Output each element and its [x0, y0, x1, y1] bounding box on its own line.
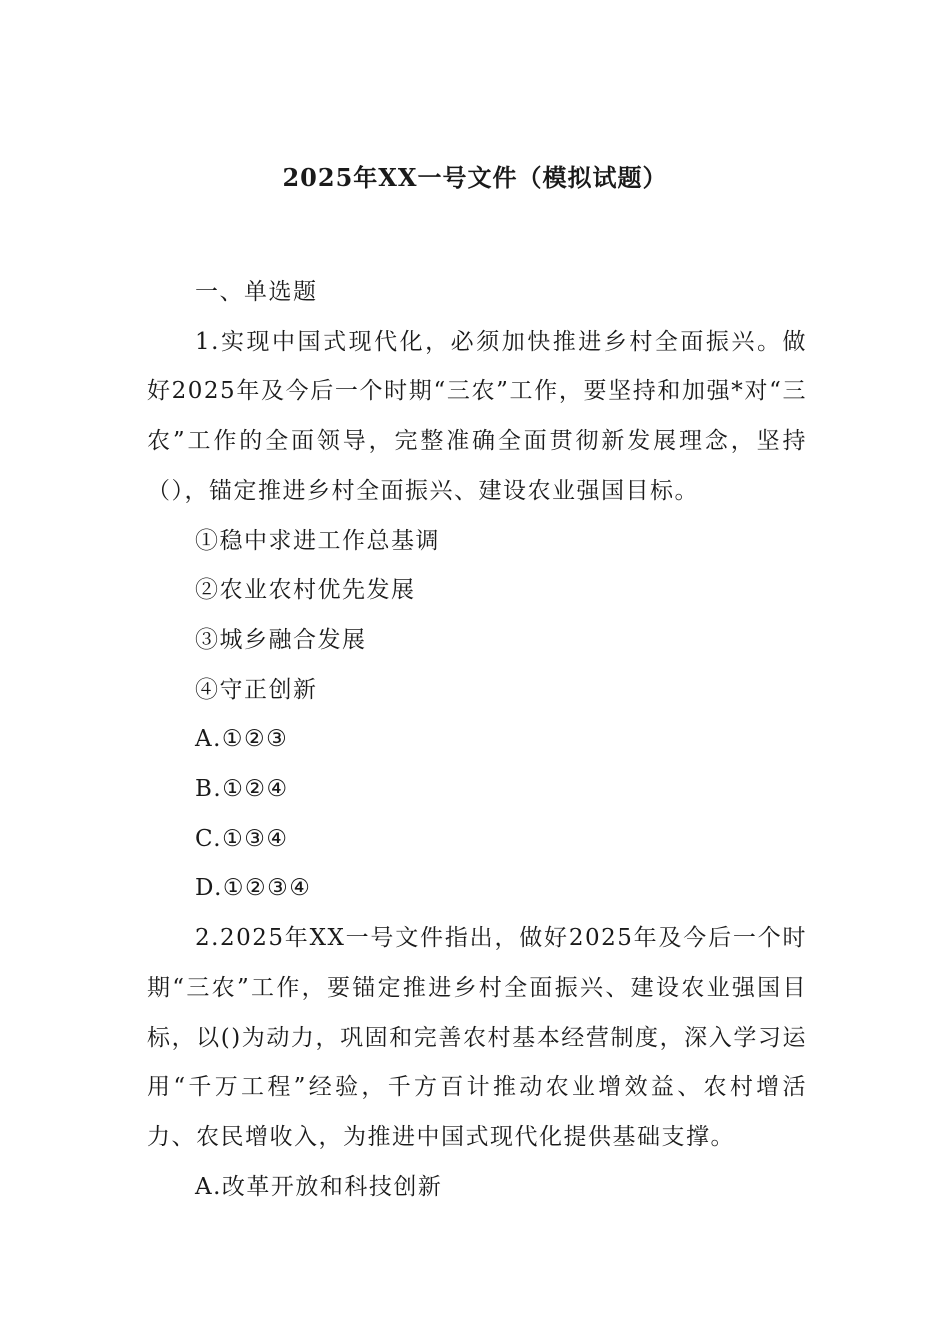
question-stem: 2.2025年XX一号文件指出，做好2025年及今后一个时期“三农”工作，要锚定推进乡村全面振兴、建设农业强国目标，以()为动力，巩固和完善农村基本经营制度，深入学习运用“千万工程”经验，千方百计推动农业增效益、农村增活力、农民增收入，为推进中国式现代化提供基础支撑。: [147, 925, 807, 1150]
answer-option: D.①②③④: [195, 875, 312, 902]
answer-option: A.①②③: [195, 726, 289, 753]
answer-option: B.①②④: [195, 776, 289, 803]
question-statement: ①稳中求进工作总基调: [195, 527, 440, 554]
document-title: 2025年XX一号文件（模拟试题）: [282, 163, 668, 192]
answer-option: C.①③④: [195, 825, 289, 852]
document-body: [147, 268, 807, 1212]
answer-option: A.改革开放和科技创新: [195, 1173, 443, 1200]
question-stem: 1.实现中国式现代化，必须加快推进乡村全面振兴。做好2025年及今后一个时期“三农”工作，要坚持和加强*对“三农”工作的全面领导，完整准确全面贯彻新发展理念，坚持（），锚定推进乡村全面振兴、建设农业强国目标。: [147, 328, 807, 504]
section-heading: 一、单选题: [195, 279, 318, 305]
question-statement: ④守正创新: [195, 676, 318, 703]
question-statement: ②农业农村优先发展: [195, 577, 416, 604]
question-statement: ③城乡融合发展: [195, 626, 367, 653]
